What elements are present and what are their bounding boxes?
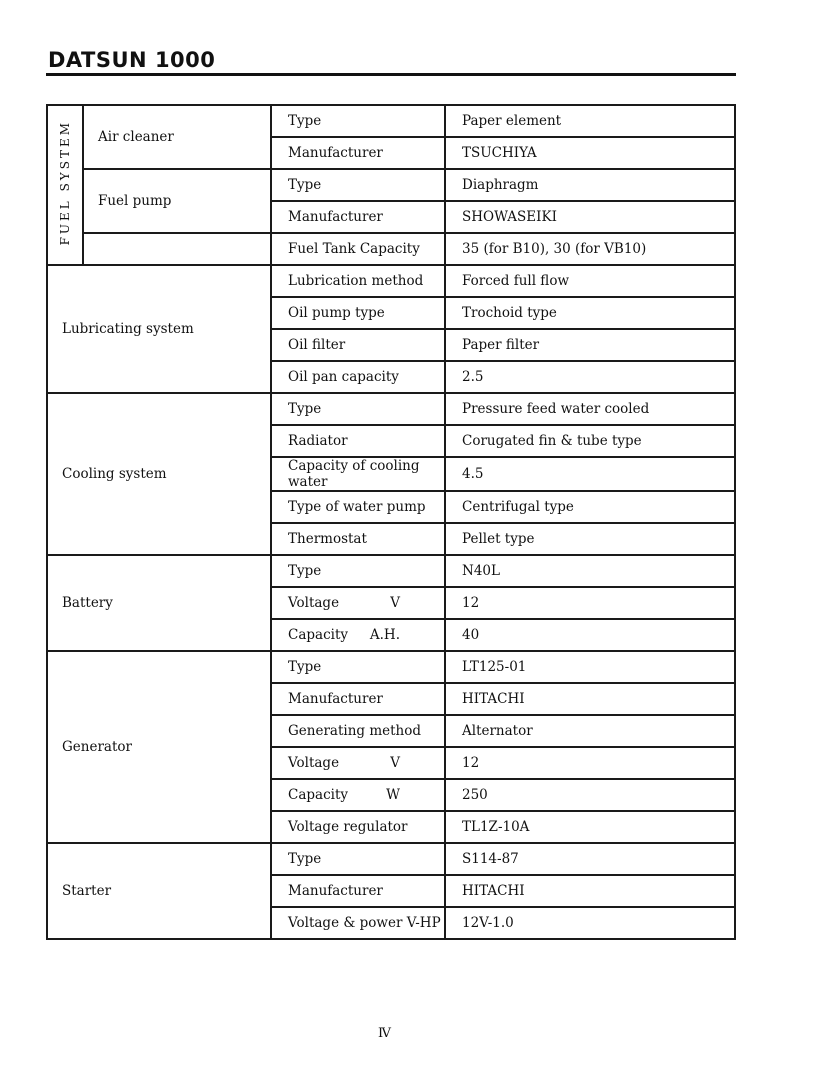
spec-label: Thermostat [271, 523, 445, 555]
spec-label: Generating method [271, 715, 445, 747]
spec-value: HITACHI [445, 875, 735, 907]
spec-label: Type of water pump [271, 491, 445, 523]
spec-value: 12 [445, 587, 735, 619]
table-row [47, 169, 735, 201]
lubricating-system-label: Lubricating system [47, 265, 271, 393]
spec-value: Pellet type [445, 523, 735, 555]
spec-value: 12 [445, 747, 735, 779]
spec-label: Lubrication method [271, 265, 445, 297]
battery-label: Battery [47, 555, 271, 651]
table-row [47, 393, 735, 425]
spec-label: Capacity of cooling water [271, 457, 445, 491]
spec-label: Voltage V [271, 587, 445, 619]
spec-label: Type [271, 555, 445, 587]
spec-label: Capacity A.H. [271, 619, 445, 651]
spec-label: Radiator [271, 425, 445, 457]
spec-value: Alternator [445, 715, 735, 747]
spec-value: 40 [445, 619, 735, 651]
spec-label: Voltage V [271, 747, 445, 779]
spec-table [46, 104, 736, 940]
spec-value: SHOWASEIKI [445, 201, 735, 233]
page-number: Ⅳ [378, 1026, 391, 1041]
title-rule [46, 73, 736, 76]
empty-cell [83, 233, 271, 265]
spec-label: Manufacturer [271, 137, 445, 169]
page-title: DATSUN 1000 [48, 48, 216, 72]
spec-label: Voltage & power V-HP [271, 907, 445, 939]
spec-value: TSUCHIYA [445, 137, 735, 169]
spec-value: 2.5 [445, 361, 735, 393]
spec-value: 4.5 [445, 457, 735, 491]
spec-value: Paper element [445, 105, 735, 137]
table-row [47, 651, 735, 683]
generator-label: Generator [47, 651, 271, 843]
spec-label: Fuel Tank Capacity [271, 233, 445, 265]
spec-value: 12V-1.0 [445, 907, 735, 939]
spec-value: S114-87 [445, 843, 735, 875]
spec-label: Type [271, 393, 445, 425]
fuel-pump-label: Fuel pump [83, 169, 271, 233]
table-row [47, 265, 735, 297]
spec-value: Pressure feed water cooled [445, 393, 735, 425]
fuel-system-label: FUEL SYSTEM [47, 105, 83, 265]
spec-label: Manufacturer [271, 875, 445, 907]
table-row [47, 233, 735, 265]
spec-label: Type [271, 169, 445, 201]
spec-value: HITACHI [445, 683, 735, 715]
spec-label: Type [271, 651, 445, 683]
air-cleaner-label: Air cleaner [83, 105, 271, 169]
table-row [47, 555, 735, 587]
spec-value: Centrifugal type [445, 491, 735, 523]
spec-value: Trochoid type [445, 297, 735, 329]
spec-label: Manufacturer [271, 201, 445, 233]
spec-value: Forced full flow [445, 265, 735, 297]
spec-label: Voltage regulator [271, 811, 445, 843]
table-row [47, 843, 735, 875]
spec-value: TL1Z-10A [445, 811, 735, 843]
table-row [47, 105, 735, 137]
spec-value: 250 [445, 779, 735, 811]
spec-value: Paper filter [445, 329, 735, 361]
spec-label: Manufacturer [271, 683, 445, 715]
spec-value: LT125-01 [445, 651, 735, 683]
spec-value: Corugated fin & tube type [445, 425, 735, 457]
spec-label: Type [271, 105, 445, 137]
spec-label: Oil pan capacity [271, 361, 445, 393]
starter-label: Starter [47, 843, 271, 939]
spec-label: Capacity W [271, 779, 445, 811]
spec-label: Oil filter [271, 329, 445, 361]
spec-value: 35 (for B10), 30 (for VB10) [445, 233, 735, 265]
cooling-system-label: Cooling system [47, 393, 271, 555]
spec-label: Oil pump type [271, 297, 445, 329]
spec-value: Diaphragm [445, 169, 735, 201]
spec-value: N40L [445, 555, 735, 587]
spec-label: Type [271, 843, 445, 875]
